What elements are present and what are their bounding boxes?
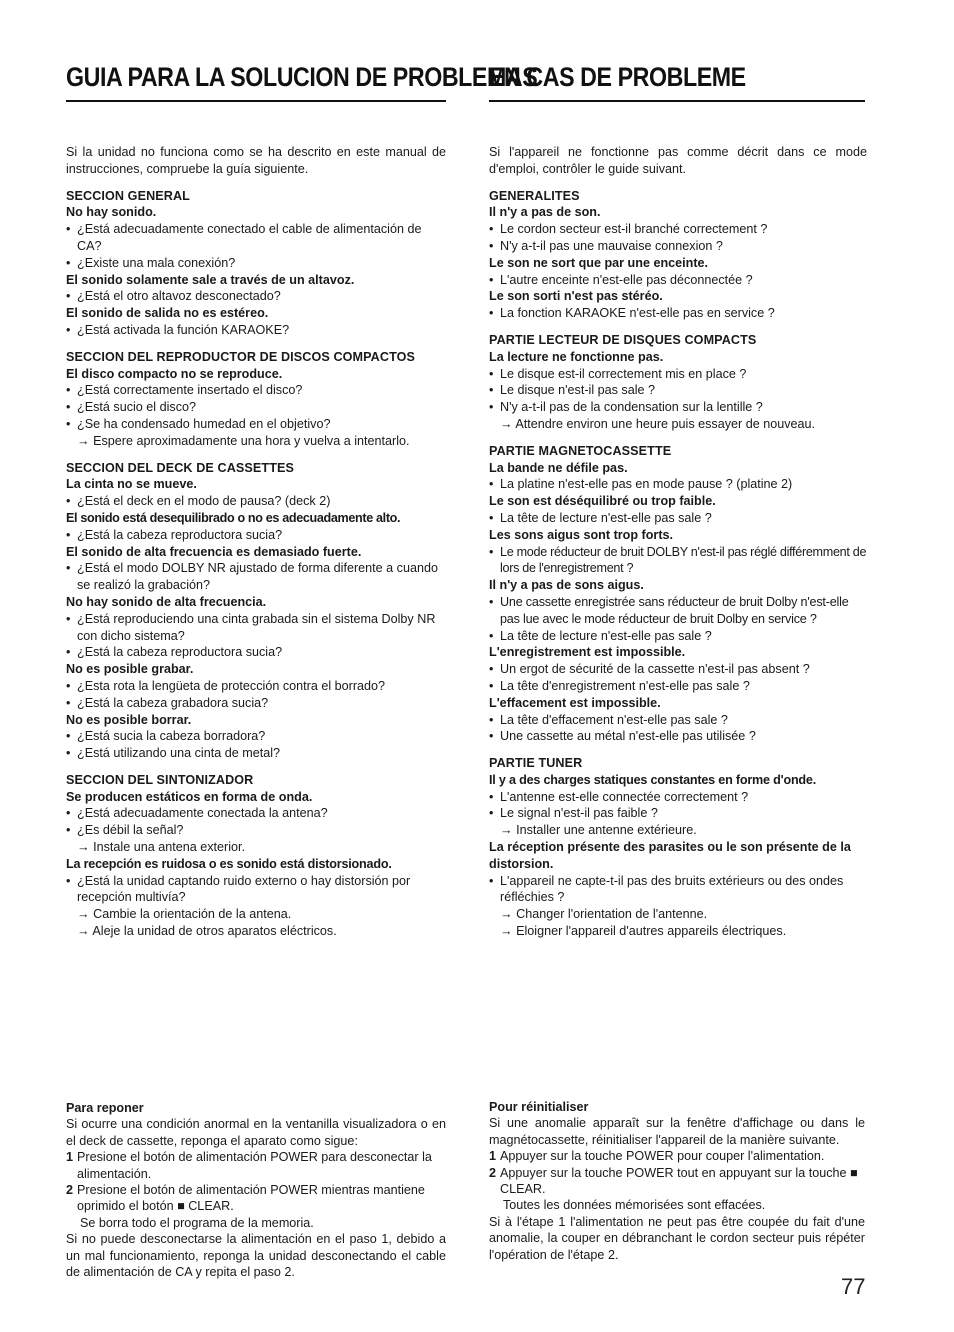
check-item: • ¿Está utilizando una cinta de metal? <box>66 745 446 762</box>
section-deck-es <box>66 460 446 762</box>
reset-intro: Si une anomalie apparaît sur la fenêtre d'affichage ou dans le magnétocassette, réinitialiser l'appareil de la manière suivante. <box>489 1116 865 1147</box>
symptom: Le son sorti n'est pas stéréo. <box>489 289 663 304</box>
symptom: La lecture ne fonctionne pas. <box>489 349 664 364</box>
section-cd-fr <box>489 332 867 433</box>
check-item: • Le disque n'est-il pas sale ? <box>489 382 867 399</box>
check-item: • ¿Está el deck en el modo de pausa? (deck 2) <box>66 493 446 510</box>
reset-section-es <box>66 1100 446 1280</box>
check-item: • ¿Está la cabeza grabadora sucia? <box>66 695 446 712</box>
check-item: • ¿Esta rota la lengüeta de protección contra el borrado? <box>66 678 446 695</box>
symptom: L'effacement est impossible. <box>489 695 661 710</box>
section-tuner-fr <box>489 755 867 940</box>
check-item: • Le signal n'est-il pas faible ? <box>489 805 867 822</box>
reset-heading: Pour réinitialiser <box>489 1100 589 1114</box>
reset-outro: Si à l'étape 1 l'alimentation ne peut pas être coupée du fait d'une anomalie, la couper en débranchant le cordon secteur puis répéter l'opération de l'étape 2. <box>489 1214 865 1262</box>
check-item: • ¿Está sucio el disco? <box>66 399 446 416</box>
step-text: Presione el botón de alimentación POWER mientras mantiene oprimido el botón ■ CLEAR. <box>77 1183 425 1214</box>
section-tuner-es <box>66 772 446 940</box>
remedy-item: → Installer une antenne extérieure. <box>500 823 697 838</box>
section-heading: PARTIE MAGNETOCASSETTE <box>489 443 672 458</box>
intro-es: Si la unidad no funciona como se ha descrito en este manual de instrucciones, compruebe la guía siguiente. <box>66 145 446 176</box>
check-item: • Une cassette enregistrée sans réducteur de bruit Dolby n'est-elle pas lue avec le mode réducteur de bruit Dolby en service ? <box>489 594 867 628</box>
check-item: • ¿Está la unidad captando ruido externo o hay distorsión por recepción multivía? <box>66 873 446 907</box>
section-heading: GENERALITES <box>489 188 580 203</box>
check-item: • Le disque est-il correctement mis en place ? <box>489 366 867 383</box>
symptom: Il n'y a pas de son. <box>489 205 601 220</box>
check-item: • La tête de lecture n'est-elle pas sale ? <box>489 510 867 527</box>
remedy-item: → Eloigner l'appareil d'autres appareils électriques. <box>500 924 787 939</box>
remedy-item: → Espere aproximadamente una hora y vuelva a intentarlo. <box>77 433 410 448</box>
check-item: • ¿Está adecuadamente conectado el cable de alimentación de CA? <box>66 221 446 255</box>
symptom: Les sons aigus sont trop forts. <box>489 527 674 542</box>
page-title-es: GUIA PARA LA SOLUCION DE PROBLEMAS <box>66 62 538 92</box>
step-text: Appuyer sur la touche POWER pour couper l'alimentation. <box>500 1149 825 1164</box>
symptom: No es posible grabar. <box>66 662 194 677</box>
reset-step-2 <box>66 1182 446 1215</box>
symptom: El sonido solamente sale a través de un altavoz. <box>66 272 355 287</box>
section-heading: SECCION DEL SINTONIZADOR <box>66 772 254 787</box>
check-item: • La tête de lecture n'est-elle pas sale ? <box>489 628 867 645</box>
check-item: • ¿Está activada la función KARAOKE? <box>66 322 446 339</box>
check-item: • La tête d'enregistrement n'est-elle pas sale ? <box>489 678 867 695</box>
reset-note: Toutes les données mémorisées sont effacées. <box>503 1198 766 1213</box>
reset-heading: Para reponer <box>66 1101 144 1115</box>
symptom: Il n'y a pas de sons aigus. <box>489 578 644 593</box>
reset-step-1 <box>489 1148 865 1164</box>
symptom: Se producen estáticos en forma de onda. <box>66 789 313 804</box>
symptom: La réception présente des parasites ou le son présente de la distorsion. <box>489 840 851 871</box>
check-item: • ¿Está la cabeza reproductora sucia? <box>66 644 446 661</box>
check-item: • Une cassette au métal n'est-elle pas utilisée ? <box>489 728 867 745</box>
check-item: • La platine n'est-elle pas en mode pause ? (platine 2) <box>489 476 867 493</box>
symptom: No hay sonido de alta frecuencia. <box>66 594 267 609</box>
section-heading: SECCION GENERAL <box>66 188 190 203</box>
check-item: • ¿Está la cabeza reproductora sucia? <box>66 527 446 544</box>
symptom: La cinta no se mueve. <box>66 477 197 492</box>
step-number: 2 <box>489 1165 497 1180</box>
check-item: • L'appareil ne capte-t-il pas des bruits extérieurs ou des ondes réfléchies ? <box>489 873 867 907</box>
reset-intro: Si ocurre una condición anormal en la ventanilla visualizadora o en el deck de cassette, reponga el aparato como sigue: <box>66 1117 446 1148</box>
symptom: El disco compacto no se reproduce. <box>66 366 283 381</box>
step-text: Presione el botón de alimentación POWER para desconectar la alimentación. <box>77 1150 432 1181</box>
check-item: • Un ergot de sécurité de la cassette n'est-il pas absent ? <box>489 661 867 678</box>
check-item: • L'antenne est-elle connectée correctement ? <box>489 789 867 806</box>
check-item: • L'autre enceinte n'est-elle pas déconnectée ? <box>489 272 867 289</box>
symptom: Le son ne sort que par une enceinte. <box>489 255 709 270</box>
column-fr <box>489 144 867 940</box>
check-item: • ¿Existe una mala conexión? <box>66 255 446 272</box>
title-divider-fr <box>489 100 865 102</box>
check-item: • ¿Es débil la señal? <box>66 822 446 839</box>
section-heading: PARTIE TUNER <box>489 756 583 771</box>
reset-outro: Si no puede desconectarse la alimentación en el paso 1, debido a un mal funcionamiento, reponga la unidad desconectando el cable de alimentación de CA y repita el paso 2. <box>66 1232 446 1280</box>
section-general-es <box>66 188 446 339</box>
page-number: 77 <box>841 1274 866 1299</box>
symptom: L'enregistrement est impossible. <box>489 645 686 660</box>
section-heading: PARTIE LECTEUR DE DISQUES COMPACTS <box>489 332 757 347</box>
symptom: La bande ne défile pas. <box>489 460 628 475</box>
symptom: El sonido de salida no es estéreo. <box>66 306 269 321</box>
check-item: • ¿Está el otro altavoz desconectado? <box>66 288 446 305</box>
reset-step-1 <box>66 1149 446 1182</box>
check-item: • ¿Está correctamente insertado el disco? <box>66 382 446 399</box>
check-item: • Le cordon secteur est-il branché correctement ? <box>489 221 867 238</box>
reset-section-fr <box>489 1099 865 1263</box>
section-general-fr <box>489 188 867 322</box>
check-item: • ¿Está el modo DOLBY NR ajustado de forma diferente a cuando se realizó la grabación? <box>66 560 446 594</box>
reset-note: Se borra todo el programa de la memoria. <box>80 1215 314 1230</box>
remedy-item: → Changer l'orientation de l'antenne. <box>500 907 708 922</box>
symptom: El sonido de alta frecuencia es demasiado fuerte. <box>66 544 362 559</box>
check-item: • N'y a-t-il pas une mauvaise connexion ? <box>489 238 867 255</box>
check-item: • ¿Está adecuadamente conectada la antena? <box>66 805 446 822</box>
check-item: • La fonction KARAOKE n'est-elle pas en service ? <box>489 305 867 322</box>
column-es <box>66 144 446 940</box>
remedy-item: → Attendre environ une heure puis essayer de nouveau. <box>500 416 816 431</box>
remedy-item: → Cambie la orientación de la antena. <box>77 907 292 922</box>
check-item: • ¿Está reproduciendo una cinta grabada sin el sistema Dolby NR con dicho sistema? <box>66 611 446 645</box>
check-item: • La tête d'effacement n'est-elle pas sale ? <box>489 712 867 729</box>
page-title-fr: EN CAS DE PROBLEME <box>489 62 746 92</box>
symptom: No es posible borrar. <box>66 712 192 727</box>
remedy-item: → Instale una antena exterior. <box>77 840 246 855</box>
step-number: 1 <box>66 1150 74 1165</box>
symptom: Le son est déséquilibré ou trop faible. <box>489 494 716 509</box>
title-divider-es <box>66 100 446 102</box>
check-item: • ¿Está sucia la cabeza borradora? <box>66 728 446 745</box>
check-item: • N'y a-t-il pas de la condensation sur la lentille ? <box>489 399 867 416</box>
check-item: • ¿Se ha condensado humedad en el objetivo? <box>66 416 446 433</box>
symptom: El sonido está desequilibrado o no es adecuadamente alto. <box>66 510 401 525</box>
symptom: La recepción es ruidosa o es sonido está distorsionado. <box>66 856 392 871</box>
intro-fr: Si l'appareil ne fonctionne pas comme décrit dans ce mode d'emploi, contrôler le guide suivant. <box>489 145 867 176</box>
section-cd-es <box>66 349 446 450</box>
step-number: 1 <box>489 1149 497 1164</box>
check-item: • Le mode réducteur de bruit DOLBY n'est-il pas réglé différemment de lors de l'enregistrement ? <box>489 544 867 578</box>
section-heading: SECCION DEL DECK DE CASSETTES <box>66 460 294 475</box>
step-text: Appuyer sur la touche POWER tout en appuyant sur la touche ■ CLEAR. <box>500 1165 858 1197</box>
section-deck-fr <box>489 443 867 745</box>
reset-step-2 <box>489 1165 865 1198</box>
remedy-item: → Aleje la unidad de otros aparatos eléctricos. <box>77 924 337 939</box>
symptom: No hay sonido. <box>66 205 157 220</box>
section-heading: SECCION DEL REPRODUCTOR DE DISCOS COMPACTOS <box>66 349 416 364</box>
symptom: Il y a des charges statiques constantes en forme d'onde. <box>489 772 817 787</box>
step-number: 2 <box>66 1183 74 1198</box>
